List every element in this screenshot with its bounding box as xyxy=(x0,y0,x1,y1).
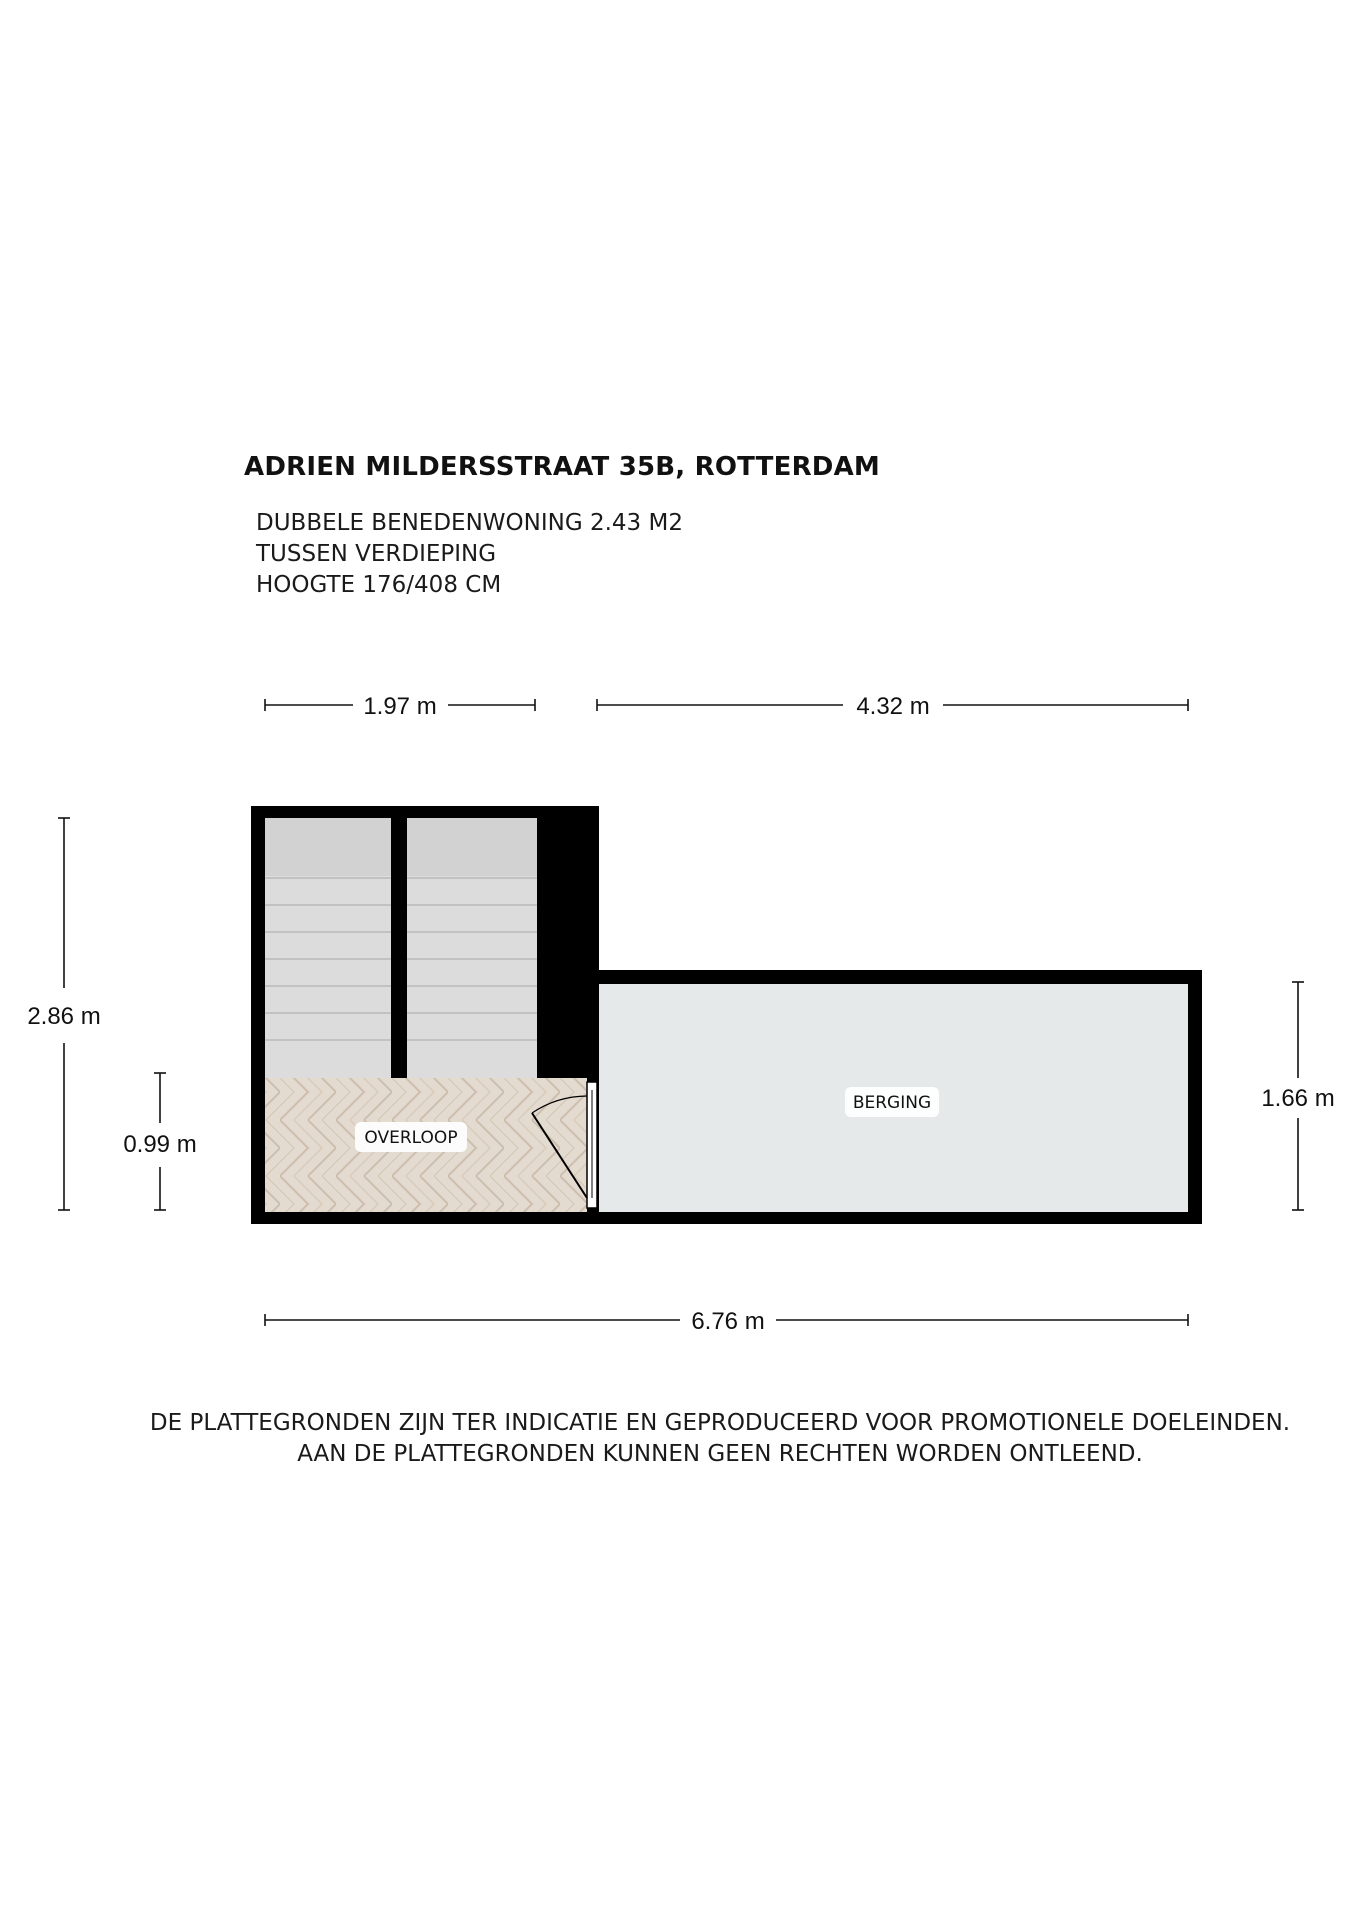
dimension-bottom xyxy=(265,1308,1188,1335)
room-label-overloop-text: OVERLOOP xyxy=(364,1128,458,1148)
room-label-berging xyxy=(845,1087,939,1117)
dimension-top-right xyxy=(597,693,1188,720)
room-label-overloop xyxy=(355,1122,467,1152)
dimension-label-top-right: 4.32 m xyxy=(856,693,930,720)
plan-subtitle-height: HOOGTE 176/408 CM xyxy=(256,572,502,598)
plan-subtitle-type: DUBBELE BENEDENWONING 2.43 M2 xyxy=(256,510,683,536)
staircase-left xyxy=(265,818,391,1080)
dimension-right xyxy=(1261,982,1334,1210)
dimension-top-left xyxy=(265,693,535,720)
dimension-label-top-left: 1.97 m xyxy=(363,693,437,720)
plan-title: ADRIEN MILDERSSTRAAT 35B, ROTTERDAM xyxy=(244,452,880,482)
dimension-left-outer xyxy=(27,818,100,1210)
dimension-label-left-outer: 2.86 m xyxy=(27,1003,101,1030)
staircase-right xyxy=(407,818,537,1080)
stair-divider xyxy=(391,818,407,1080)
plan-subtitle-floor: TUSSEN VERDIEPING xyxy=(256,541,497,567)
dimension-label-left-inner: 0.99 m xyxy=(123,1131,197,1158)
wall-block xyxy=(537,818,599,1080)
dimension-label-right: 1.66 m xyxy=(1261,1085,1335,1112)
dimension-label-bottom: 6.76 m xyxy=(691,1308,765,1335)
disclaimer-line-1: DE PLATTEGRONDEN ZIJN TER INDICATIE EN GEPRODUCEERD VOOR PROMOTIONELE DOELEINDEN. xyxy=(149,1410,1291,1436)
dimension-left-inner xyxy=(123,1073,196,1210)
room-label-berging-text: BERGING xyxy=(852,1093,932,1113)
disclaimer-line-2: AAN DE PLATTEGRONDEN KUNNEN GEEN RECHTEN WORDEN ONTLEEND. xyxy=(297,1441,1143,1467)
